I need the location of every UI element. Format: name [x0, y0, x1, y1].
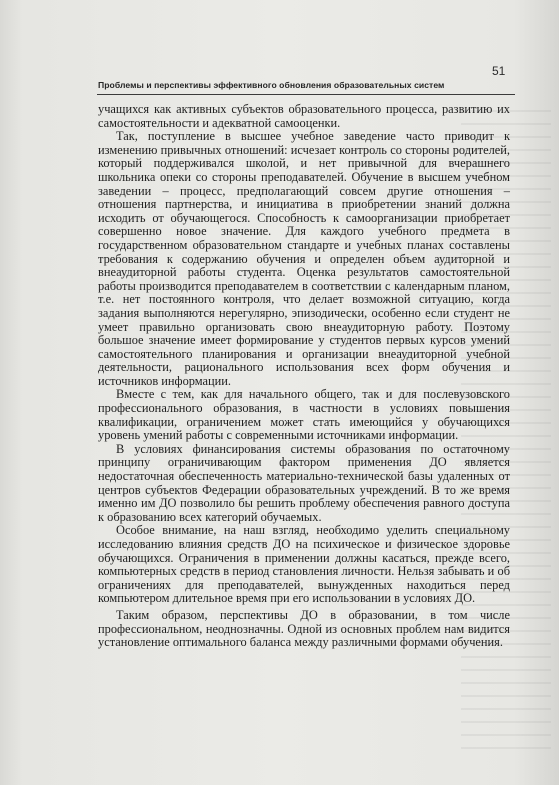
page-number: 51	[492, 64, 506, 78]
body-text	[98, 103, 510, 650]
paragraph-conclusion: Таким образом, перспективы ДО в образовании, в том числе профессиональном, неоднозначны. Одной из основных проблем нам видится установление оптимального баланса между различными формами обучения.	[98, 607, 510, 650]
paragraph-funding: В условиях финансирования системы образования по остаточному принципу ограничивающим фактором применения ДО является недостаточная обеспеченность материально-технической базы удаленных от центров субъектов Федерации образовательных учреждений. В то же время именно им ДО позволило бы решить проблему обеспечения равного доступа к образованию всех категорий обучаемых.	[98, 441, 510, 524]
running-head: Проблемы и перспективы эффективного обновления образовательных систем	[98, 80, 445, 90]
header-rule	[97, 94, 515, 95]
paragraph-transition-to-university: Так, поступление в высшее учебное заведение часто приводит к изменению привычных отношений: исчезает контроль со стороны родителей, который поддерживался школой, и нет привычной для вчерашнего школьника опеки со стороны преподавателей. Обучение в высшем учебном заведении – процесс, предполагающий совсем другие отношения – отношения партнерства, и инициатива в приобретении знаний должна исходить от обучающегося. Способность к самоорганизации приобретает совершенно новое значение. Для каждого учебного предмета в государственном образовательном стандарте и учебных планах составлены требования к содержанию обучения и определен объем аудиторной и внеаудиторной работы студента. Оценка результатов самостоятельной работы производится преподавателем в соответствии с календарным планом, т.е. нет постоянного контроля, что делает возможной ситуацию, когда задания выполняются нерегулярно, эпизодически, особенно если студент не умеет правильно организовать свою внеаудиторную работу. Поэтому большое значение имеет формирование у студентов первых курсов умений самостоятельного планирования и организации внеаудиторной учебной деятельности, рационального использования всех форм обучения и источников информации.	[98, 129, 510, 388]
paragraph-information-skills: Вместе с тем, как для начального общего, так и для послевузовского профессионального образования, в частности в условиях повышения квалификации, ограничением может стать имеющийся у обучающихся уровень умений работы с современными источниками информации.	[98, 387, 510, 443]
paragraph-health: Особое внимание, на наш взгляд, необходимо уделить специальному исследованию влияния средств ДО на психическое и физическое здоровье обучающихся. Ограничения в применении должны касаться, прежде всего, компьютерных средств в период становления личности. Нельзя забывать и об ограничениях для преподавателей, вынужденных находиться перед компьютером длительное время при его использовании в условиях ДО.	[98, 523, 510, 606]
paragraph-continuation: учащихся как активных субъектов образовательного процесса, развитию их самостоятельности и адекватной самооценки.	[98, 102, 510, 130]
